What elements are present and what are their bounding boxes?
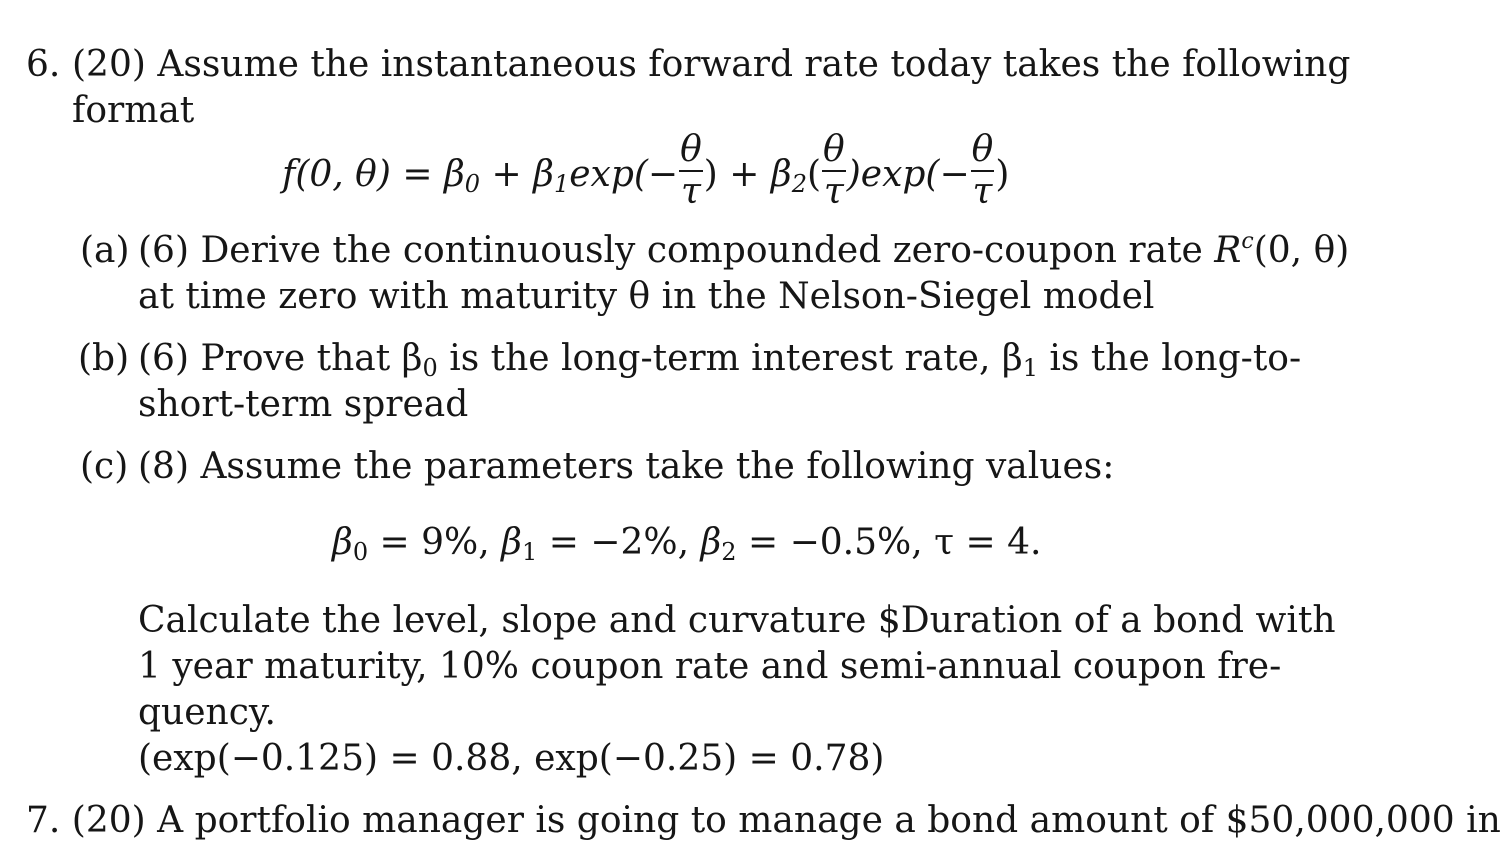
part-c-calc-line2: 1 year maturity, 10% coupon rate and semi-annual coupon fre- [138,646,1282,687]
part-c-label: (c) [80,446,129,487]
part-b-line2: short-term spread [138,384,469,425]
problem-heading-continuation: format [72,90,195,131]
formula-plus-2: + [729,154,760,195]
formula-close-2: )exp(− [846,154,970,195]
part-b-line1: (6) Prove that $\beta_0$ is the long-term interest rate, $\beta_1$ is the long-to- [138,338,1302,382]
part-b-label: (b) [78,338,130,379]
formula-open-2: ( [807,154,822,195]
part-a-label: (a) [80,230,130,271]
part-a-line1: (6) Derive the continuously compounded zero-coupon rate $R^c(0$, θ) [138,229,1350,271]
formula-beta1: $\beta_1$ [533,154,570,198]
formula-fraction-2: $\frac{\theta}{\tau}$ [823,129,845,212]
formula-close-3: ) [995,154,1010,195]
formula-fraction-3: $\frac{\theta}{\tau}$ [971,129,994,212]
formula-lhs: f(0, θ) = [282,154,433,195]
parameter-values: $\beta_0 = 9\%$, $\beta_1 = -2\%$, $\beta_2 = -0.5\%$, τ = 4. [332,522,1042,566]
part-c-hint: (exp(−0.125) = 0.88, exp(−0.25) = 0.78) [138,738,885,779]
formula-close-1: ) [703,154,718,195]
formula-fraction-1: $\frac{\theta}{\tau}$ [680,129,702,212]
next-problem-partial: 7. (20) A portfolio manager is going to manage a bond amount of $50,000,000 in [26,800,1501,841]
formula-beta0: $\beta_0$ [443,154,481,198]
part-a-line2: at time zero with maturity θ in the Nelson-Siegel model [138,276,1155,317]
part-c-calc-line1: Calculate the level, slope and curvature $Duration of a bond with [138,600,1336,641]
formula-exp-1: exp(− [569,154,679,195]
problem-number: 6. [26,44,61,85]
part-c-line1: (8) Assume the parameters take the following values: [138,446,1115,487]
formula-plus-1: + [491,154,522,195]
formula-beta2: $\beta_2$ [770,154,807,198]
problem-heading: (20) Assume the instantaneous forward rate today takes the following [72,44,1351,85]
part-c-calc-line3: quency. [138,692,276,733]
forward-rate-formula [282,129,1010,216]
